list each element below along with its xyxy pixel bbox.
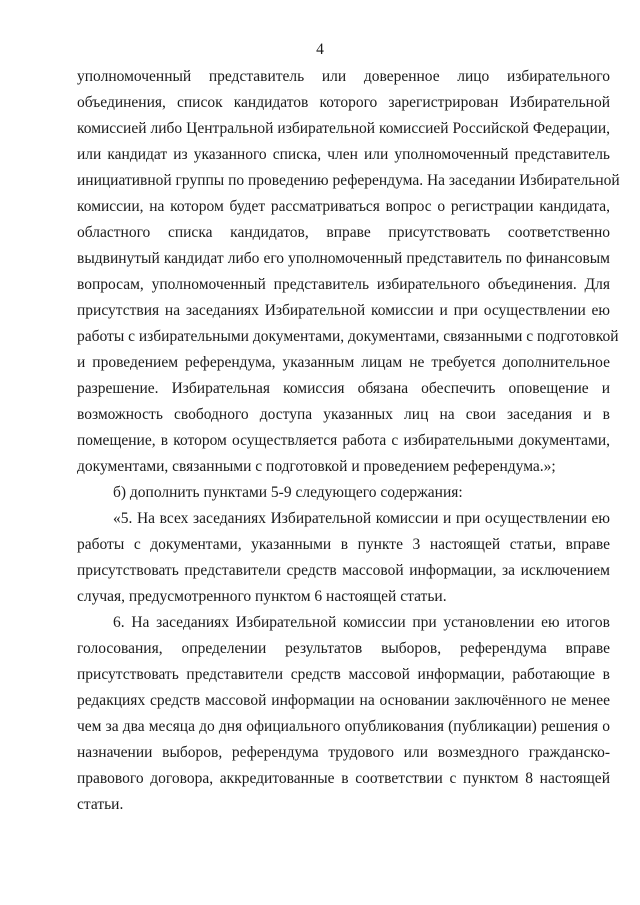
clause-6-start: 6. На заседаниях Избирательной комиссии при установлении ею итогов	[113, 614, 610, 631]
text-line: случая, предусмотренного пунктом 6 настоящей статьи.	[77, 588, 447, 605]
text-line: документами, связанными с подготовкой и проведением референдума.»;	[77, 458, 556, 475]
text-line: присутствовать представители средств массовой информации, за исключением	[77, 562, 610, 579]
text-line: статьи.	[77, 796, 124, 813]
text-line: объединения, список кандидатов которого зарегистрирован Избирательной	[77, 94, 610, 111]
text-line: уполномоченный представитель или доверенное лицо избирательного	[77, 68, 610, 85]
text-line: возможность свободного доступа указанных лиц на свои заседания и в	[77, 406, 610, 423]
text-line: и проведением референдума, указанным лицам не требуется дополнительное	[77, 354, 610, 371]
text-line: чем за два месяца до дня официального опубликования (публикации) решения о	[77, 718, 610, 735]
paragraph-b-intro: б) дополнить пунктами 5-9 следующего содержания:	[113, 484, 463, 501]
text-line: работы с избирательными документами, документами, связанными с подготовкой	[77, 328, 619, 345]
text-line: инициативной группы по проведению референдума. На заседании Избирательной	[77, 172, 620, 189]
text-line: голосования, определении результатов выборов, референдума вправе	[77, 640, 610, 657]
page-number: 4	[316, 41, 324, 58]
text-line: комиссией либо Центральной избирательной комиссией Российской Федерации,	[77, 120, 610, 137]
text-line: областного списка кандидатов, вправе присутствовать соответственно	[77, 224, 610, 241]
text-line: работы с документами, указанными в пункте 3 настоящей статьи, вправе	[77, 536, 610, 553]
text-line: назначении выборов, референдума трудового или возмездного гражданско-	[77, 744, 610, 761]
text-line: помещение, в котором осуществляется работа с избирательными документами,	[77, 432, 610, 449]
text-line: или кандидат из указанного списка, член или уполномоченный представитель	[77, 146, 610, 163]
text-line: редакциях средств массовой информации на основании заключённого не менее	[77, 692, 610, 709]
text-line: вопросам, уполномоченный представитель избирательного объединения. Для	[77, 276, 610, 293]
clause-5-start: «5. На всех заседаниях Избирательной комиссии и при осуществлении ею	[113, 510, 610, 527]
text-line: присутствовать представители средств массовой информации, работающие в	[77, 666, 610, 683]
text-line: присутствия на заседаниях Избирательной комиссии и при осуществлении ею	[77, 302, 610, 319]
text-line: разрешение. Избирательная комиссия обязана обеспечить оповещение и	[77, 380, 610, 397]
text-line: выдвинутый кандидат либо его уполномоченный представитель по финансовым	[77, 250, 610, 267]
text-line: правового договора, аккредитованные в соответствии с пунктом 8 настоящей	[77, 770, 610, 787]
text-line: комиссии, на котором будет рассматриваться вопрос о регистрации кандидата,	[77, 198, 610, 215]
